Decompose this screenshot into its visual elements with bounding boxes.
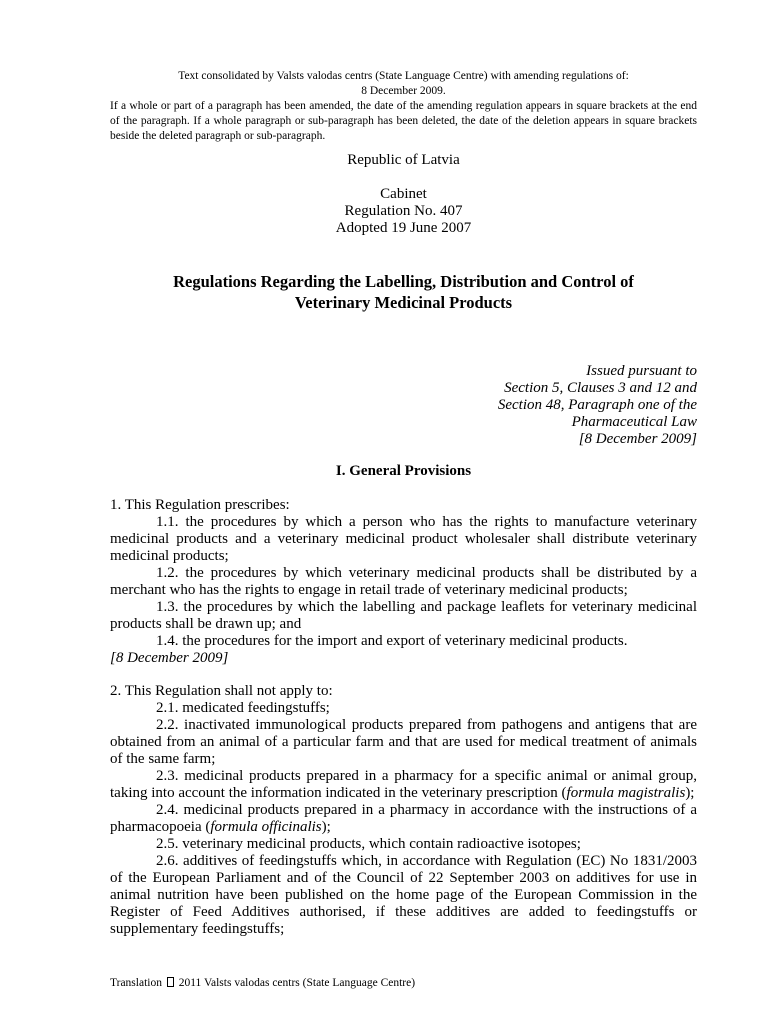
subparagraph-2-1: 2.1. medicated feedingstuffs; bbox=[156, 700, 330, 716]
regulation-number: Regulation No. 407 bbox=[344, 203, 463, 219]
subparagraph-1-2: 1.2. the procedures by which veterinary medicinal products shall be distributed by a merchant who has the rights to engage in retail trade of veterinary medicinal products; bbox=[110, 565, 697, 598]
subparagraph-2-6: 2.6. additives of feedingstuffs which, in accordance with Regulation (EC) No 1831/2003 of the European Parliament and of the Council of 22 September 2003 on additives for use in animal nutrition have been published on the home page of the European Commission in the Register of Feed Additives authorised, if these additives are added to feedingstuffs or supplementary feedingstuffs; bbox=[110, 853, 697, 937]
legal-basis-line-2: Section 5, Clauses 3 and 12 and bbox=[504, 380, 697, 396]
subparagraph-2-3-end: ); bbox=[685, 785, 695, 801]
legal-basis-line-3: Section 48, Paragraph one of the bbox=[497, 397, 697, 413]
regulation-header bbox=[110, 186, 697, 237]
page-footer bbox=[110, 976, 415, 990]
paragraph-2-intro: 2. This Regulation shall not apply to: bbox=[110, 683, 333, 699]
subparagraph-1-1: 1.1. the procedures by which a person who has the rights to manufacture veterinary medicinal products and a veterinary medicinal product wholesaler shall distribute veterinary medicinal products; bbox=[110, 514, 697, 564]
footer-copyright: 2011 Valsts valodas centrs (State Language Centre) bbox=[178, 977, 416, 989]
notice-line-1: Text consolidated by Valsts valodas centrs (State Language Centre) with amending regulations of: bbox=[178, 70, 629, 82]
subparagraph-2-4-end: ); bbox=[321, 819, 331, 835]
formula-officinalis: formula officinalis bbox=[210, 819, 322, 835]
legal-basis bbox=[498, 363, 697, 448]
subparagraph-2-3 bbox=[110, 768, 697, 802]
notice-line-2: 8 December 2009. bbox=[361, 85, 446, 97]
subparagraph-2-5: 2.5. veterinary medicinal products, which contain radioactive isotopes; bbox=[156, 836, 581, 852]
consolidation-notice bbox=[110, 69, 697, 144]
notice-paragraph: If a whole or part of a paragraph has been amended, the date of the amending regulation appears in square brackets at the end of the paragraph. If a whole paragraph or sub-paragraph has been deleted, the date of the deletion appears in square brackets beside the deleted paragraph or sub-paragraph. bbox=[110, 100, 697, 142]
issuing-body: Cabinet bbox=[380, 186, 427, 202]
copyright-placeholder-icon bbox=[167, 977, 174, 987]
legal-basis-line-4: Pharmaceutical Law bbox=[571, 414, 697, 430]
subparagraph-1-3: 1.3. the procedures by which the labelling and package leaflets for veterinary medicinal products shall be drawn up; and bbox=[110, 599, 697, 632]
adoption-date: Adopted 19 June 2007 bbox=[335, 220, 472, 236]
subparagraph-2-4-text: 2.4. medicinal products prepared in a pharmacy in accordance with the instructions of a pharmacopoeia ( bbox=[110, 802, 697, 835]
legal-basis-amendment: [8 December 2009] bbox=[578, 431, 697, 447]
legal-basis-line-1: Issued pursuant to bbox=[586, 363, 697, 379]
paragraph-1-intro: 1. This Regulation prescribes: bbox=[110, 497, 290, 513]
footer-translation: Translation bbox=[110, 977, 162, 989]
subparagraph-2-2: 2.2. inactivated immunological products prepared from pathogens and antigens that are obtained from an animal of a particular farm and that are used for medical treatment of animals of the same farm; bbox=[110, 717, 697, 767]
country-name: Republic of Latvia bbox=[347, 152, 460, 168]
paragraph-2 bbox=[110, 683, 697, 938]
title-line-2: Veterinary Medicinal Products bbox=[294, 293, 513, 312]
section-heading: I. General Provisions bbox=[335, 463, 472, 479]
document-title bbox=[110, 271, 697, 313]
paragraph-1 bbox=[110, 497, 697, 667]
title-line-1: Regulations Regarding the Labelling, Distribution and Control of bbox=[173, 272, 634, 291]
subparagraph-1-4: 1.4. the procedures for the import and export of veterinary medicinal products. bbox=[156, 633, 628, 649]
formula-magistralis: formula magistralis bbox=[566, 785, 686, 801]
subparagraph-2-4 bbox=[110, 802, 697, 836]
paragraph-1-amendment: [8 December 2009] bbox=[110, 650, 229, 666]
subparagraph-2-3-text: 2.3. medicinal products prepared in a pharmacy for a specific animal or animal group, taking into account the information indicated in the veterinary prescription ( bbox=[110, 768, 697, 801]
